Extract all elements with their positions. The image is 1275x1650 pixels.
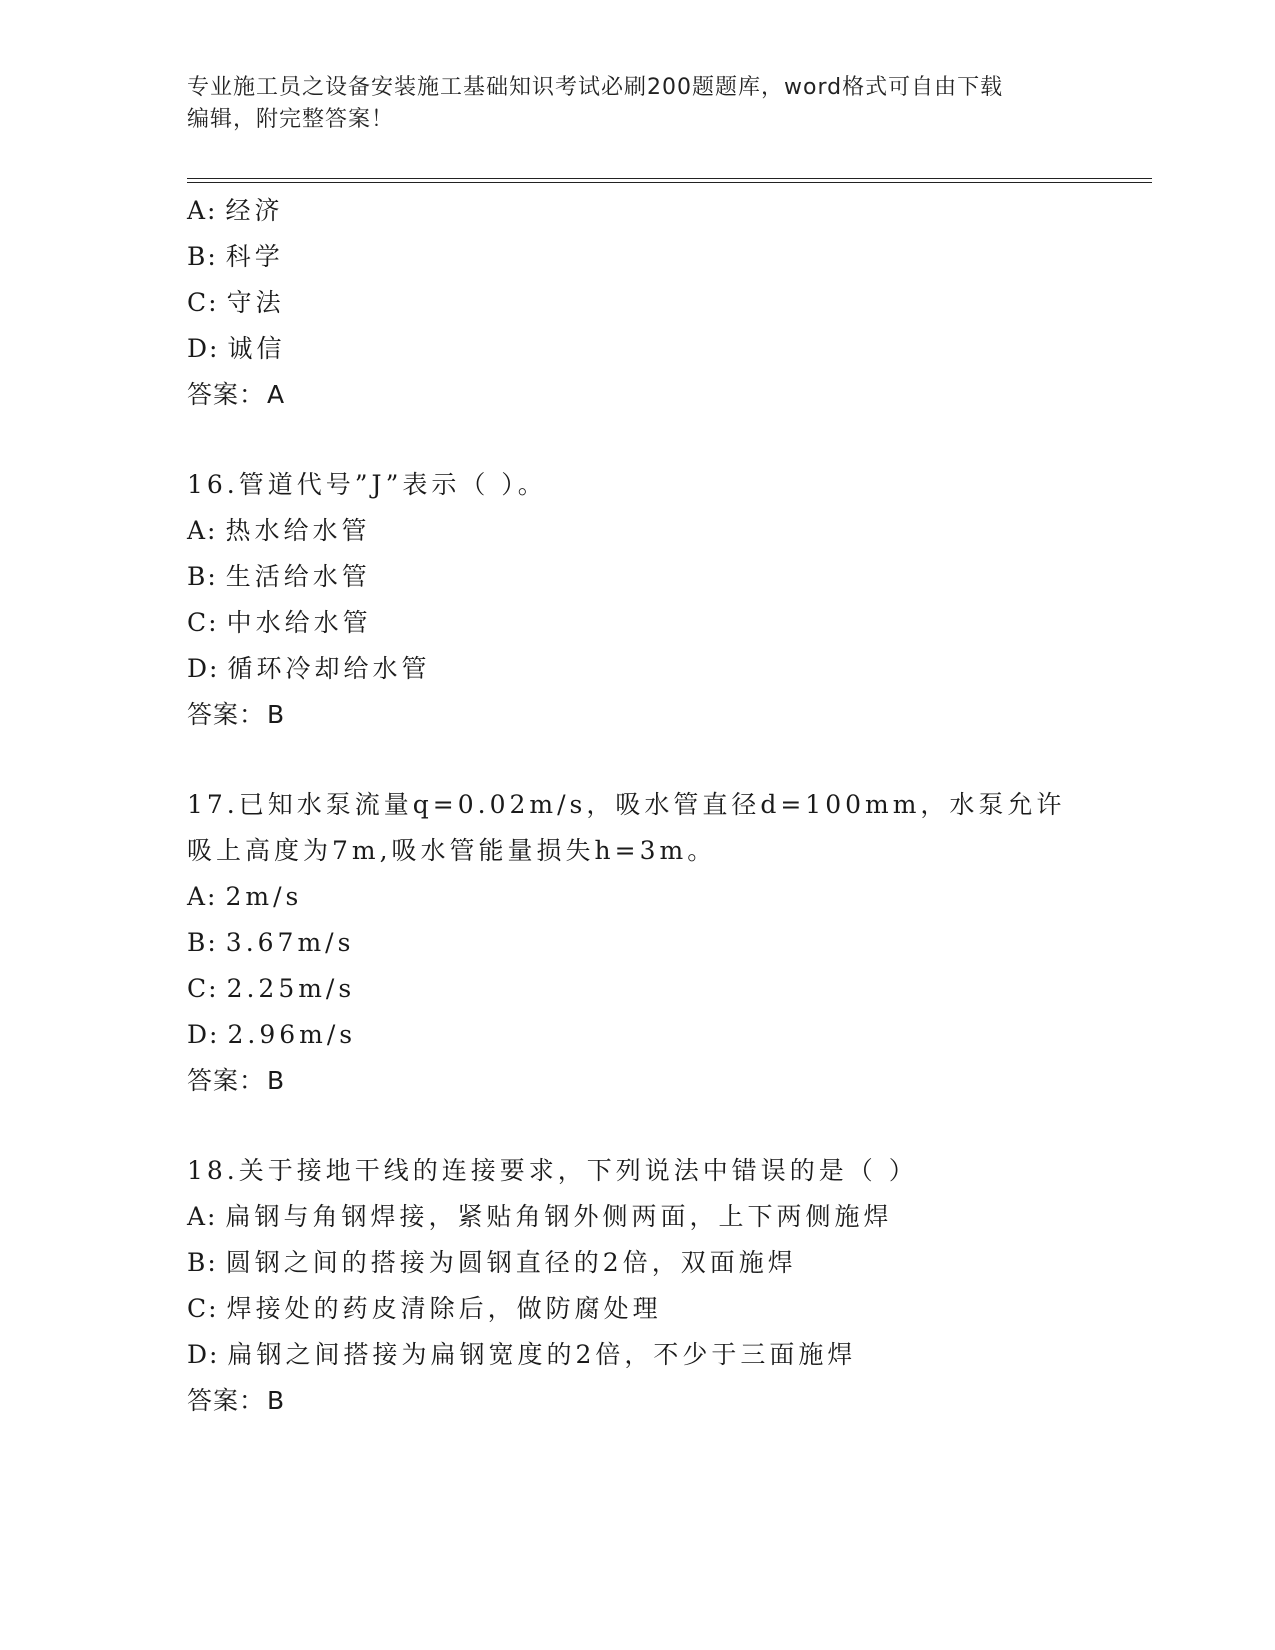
option-c: C: 2.25m/s: [187, 974, 356, 1003]
question-15-continued: [187, 188, 1152, 418]
option-d: D: 扁钢之间搭接为扁钢宽度的2倍，不少于三面施焊: [187, 1340, 857, 1369]
page-header: [187, 72, 1067, 136]
option-b: B: 圆钢之间的搭接为圆钢直径的2倍，双面施焊: [187, 1248, 797, 1277]
question-stem: 16.管道代号”J”表示（ ）。: [187, 470, 547, 499]
answer-line: 答案：A: [187, 380, 286, 409]
answer-line: 答案：B: [187, 1386, 286, 1415]
option-a: A: 扁钢与角钢焊接，紧贴角钢外侧两面，上下两侧施焊: [187, 1202, 893, 1231]
option-b: B: 3.67m/s: [187, 928, 355, 957]
option-c: C: 中水给水管: [187, 608, 372, 637]
answer-line: 答案：B: [187, 1066, 286, 1095]
question-17: [187, 782, 1152, 1104]
header-line-2: 编辑，附完整答案！: [187, 107, 395, 132]
header-line-1: 专业施工员之设备安装施工基础知识考试必刷200题题库，word格式可自由下载: [187, 75, 1004, 100]
header-rule-top: [187, 178, 1152, 179]
header-rule-bottom: [187, 182, 1152, 183]
question-stem: 17.已知水泵流量q=0.02m/s，吸水管直径d=100mm，水泵允许吸上高度为7m,吸水管能量损失h=3m。: [187, 790, 1066, 865]
option-a: A: 热水给水管: [187, 516, 371, 545]
question-stem: 18.关于接地干线的连接要求，下列说法中错误的是（ ）: [187, 1156, 918, 1185]
option-d: D: 2.96m/s: [187, 1020, 357, 1049]
option-d: D: 诚信: [187, 334, 286, 363]
option-b: B: 生活给水管: [187, 562, 371, 591]
option-a: A: 2m/s: [187, 882, 303, 911]
question-18: [187, 1148, 1152, 1424]
option-c: C: 守法: [187, 288, 285, 317]
option-a: A: 经济: [187, 196, 284, 225]
option-b: B: 科学: [187, 242, 284, 271]
option-d: D: 循环冷却给水管: [187, 654, 431, 683]
answer-line: 答案：B: [187, 700, 286, 729]
option-c: C: 焊接处的药皮清除后，做防腐处理: [187, 1294, 662, 1323]
question-list: [187, 188, 1152, 1424]
question-16: [187, 462, 1152, 738]
